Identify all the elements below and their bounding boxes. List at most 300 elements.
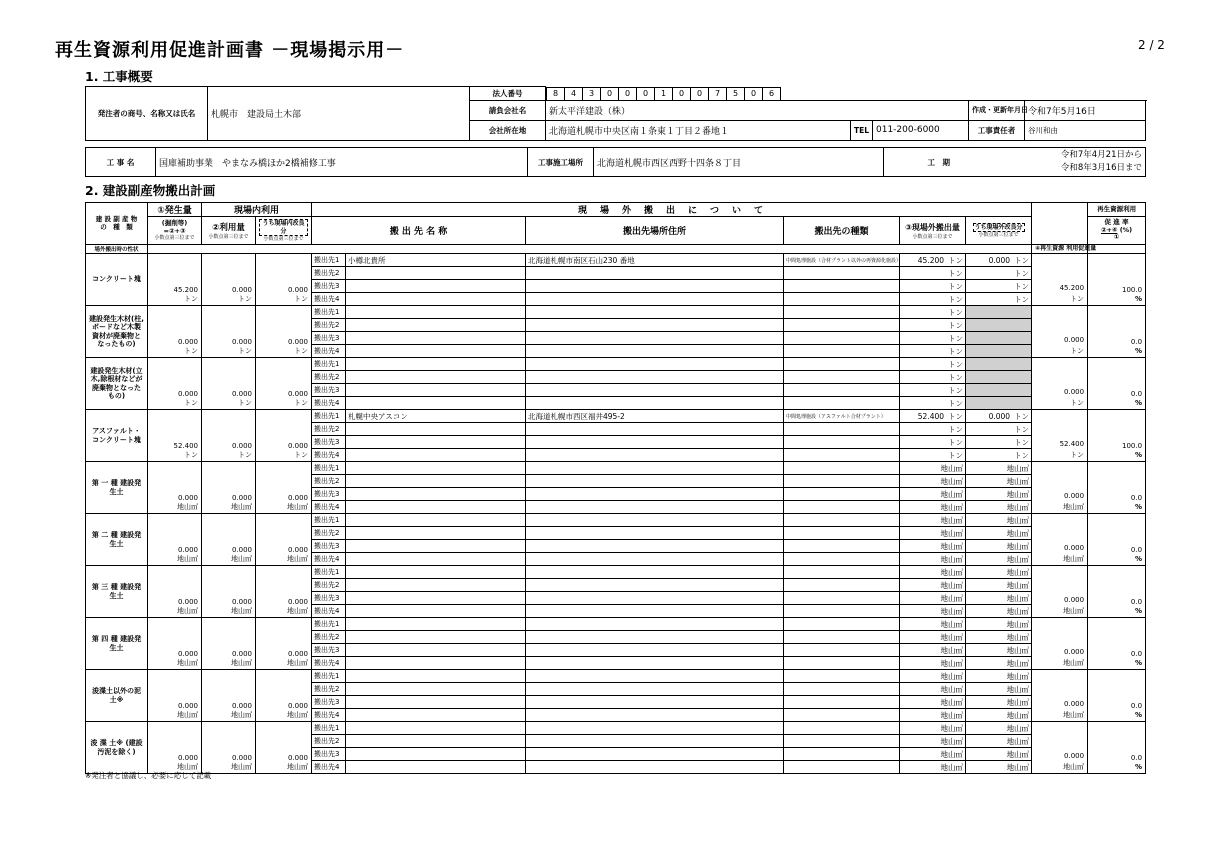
- plan-row: [86, 254, 1146, 267]
- dest-type: [784, 462, 900, 475]
- dest-amount: [900, 670, 966, 683]
- dest-improved-unit: 地山㎥: [1006, 710, 1030, 720]
- dest-amount-unit: トン: [948, 385, 964, 395]
- header-gen-sub-a: (掘削等): [161, 218, 188, 227]
- dest-type: [784, 605, 900, 618]
- dest-type: [784, 566, 900, 579]
- dest-label: 搬出先4: [312, 605, 346, 618]
- dest-label: 搬出先3: [312, 488, 346, 501]
- category-gen-value: 0.000: [177, 493, 198, 502]
- dest-improved: [966, 267, 1032, 280]
- category-rate-value: 0.0: [1130, 493, 1143, 502]
- dest-address: [526, 436, 784, 449]
- category-gen: [148, 722, 202, 774]
- dest-address: [526, 306, 784, 319]
- plan-body: [86, 254, 1146, 774]
- dest-label: 搬出先1: [312, 618, 346, 631]
- dest-amount-unit: トン: [948, 268, 964, 278]
- header-rate-num: ②+④: [1100, 225, 1118, 234]
- dest-label: 搬出先3: [312, 436, 346, 449]
- category-recycle-value: 0.000: [1064, 699, 1085, 708]
- category-imp: [256, 462, 312, 514]
- dest-amount-unit: トン: [948, 372, 964, 382]
- dest-address: [526, 540, 784, 553]
- category-gen: [148, 306, 202, 358]
- dest-amount: [900, 735, 966, 748]
- category-use-value: 0.000: [231, 597, 252, 606]
- corp-no-digit: 5: [727, 87, 745, 101]
- dest-improved-unit: 地山㎥: [1006, 671, 1030, 681]
- dest-improved: [966, 566, 1032, 579]
- dest-amount: [900, 371, 966, 384]
- dest-name: [346, 449, 526, 462]
- category-use-unit: トン: [238, 398, 252, 407]
- dest-type: 中間処理施設（アスファルト合材プラント）: [784, 410, 900, 423]
- dest-type: [784, 423, 900, 436]
- corp-no-label: 法人番号: [470, 87, 546, 101]
- site-value: 北海道札幌市西区西野十四条８丁目: [594, 148, 884, 177]
- dest-improved-unit: 地山㎥: [1006, 567, 1030, 577]
- dest-improved-unit: 地山㎥: [1006, 554, 1030, 564]
- category-recycle: [1032, 670, 1088, 722]
- dest-name: [346, 709, 526, 722]
- dest-improved: [966, 631, 1032, 644]
- dest-amount: [900, 410, 966, 423]
- dest-improved: [966, 384, 1032, 397]
- dest-amount: [900, 449, 966, 462]
- category-imp-unit: トン: [294, 450, 309, 459]
- category-recycle-unit: 地山㎥: [1063, 502, 1085, 511]
- address-label: 会社所在地: [470, 120, 546, 140]
- header-kind-c: 場外搬出時の性状: [86, 245, 148, 254]
- category-rate: [1088, 254, 1146, 306]
- category-gen-unit: 地山㎥: [177, 762, 198, 771]
- overview-table: [85, 86, 1146, 141]
- dest-label: 搬出先3: [312, 748, 346, 761]
- dest-amount-unit: 地山㎥: [940, 580, 964, 590]
- header-use-label: ②利用量: [212, 223, 245, 233]
- dest-name: [346, 683, 526, 696]
- category-rate: [1088, 358, 1146, 410]
- dest-amount: [900, 423, 966, 436]
- tel-label: TEL: [851, 120, 873, 140]
- dest-address: [526, 748, 784, 761]
- dest-amount: [900, 488, 966, 501]
- dest-name: [346, 358, 526, 371]
- dest-address: [526, 358, 784, 371]
- dest-amount-unit: 地山㎥: [940, 697, 964, 707]
- category-rate-value: 0.0: [1130, 389, 1143, 398]
- category-name: 第 三 種 建設発生土: [86, 566, 148, 618]
- dest-improved: [966, 410, 1032, 423]
- dest-improved: [966, 501, 1032, 514]
- category-gen: [148, 566, 202, 618]
- dest-improved: [966, 605, 1032, 618]
- category-recycle: [1032, 358, 1088, 410]
- category-rate: [1088, 410, 1146, 462]
- dest-type: [784, 683, 900, 696]
- dest-amount: [900, 566, 966, 579]
- dest-name: [346, 722, 526, 735]
- dest-label: 搬出先2: [312, 683, 346, 696]
- corp-no-digit: 0: [691, 87, 709, 101]
- dest-name: [346, 592, 526, 605]
- dest-label: 搬出先2: [312, 423, 346, 436]
- dest-improved: [966, 527, 1032, 540]
- category-use-unit: トン: [238, 450, 252, 459]
- dest-label: 搬出先4: [312, 345, 346, 358]
- category-recycle: [1032, 410, 1088, 462]
- dest-label: 搬出先4: [312, 449, 346, 462]
- dest-improved-value: 0.000: [988, 255, 1011, 265]
- dest-address: [526, 553, 784, 566]
- dest-improved-unit: 地山㎥: [1006, 749, 1030, 759]
- dest-amount-unit: 地山㎥: [940, 619, 964, 629]
- dest-label: 搬出先2: [312, 475, 346, 488]
- category-imp: [256, 618, 312, 670]
- category-gen: [148, 462, 202, 514]
- dest-amount-unit: 地山㎥: [940, 736, 964, 746]
- period-to: 令和8年3月16日まで: [1060, 163, 1142, 173]
- address-value: 北海道札幌市中央区南１条東１丁目２番地１: [546, 120, 851, 140]
- dest-address: [526, 475, 784, 488]
- dest-type: [784, 332, 900, 345]
- category-gen-unit: 地山㎥: [177, 710, 198, 719]
- dest-type: [784, 592, 900, 605]
- dest-address: [526, 592, 784, 605]
- dest-amount-unit: トン: [948, 346, 964, 356]
- dest-address: [526, 644, 784, 657]
- dest-label: 搬出先1: [312, 358, 346, 371]
- dest-amount-unit: 地山㎥: [940, 528, 964, 538]
- dest-name: [346, 631, 526, 644]
- category-use-unit: 地山㎥: [231, 554, 252, 563]
- plan-row: [86, 358, 1146, 371]
- category-recycle-value: 45.200: [1059, 283, 1085, 292]
- dest-name: [346, 540, 526, 553]
- category-imp: [256, 514, 312, 566]
- category-name: アスファルト・コンクリート塊: [86, 410, 148, 462]
- dest-address: [526, 670, 784, 683]
- category-recycle-value: 0.000: [1064, 543, 1085, 552]
- category-rate: [1088, 618, 1146, 670]
- dest-amount: [900, 748, 966, 761]
- category-gen-unit: 地山㎥: [177, 502, 198, 511]
- dest-amount: [900, 358, 966, 371]
- dest-amount: [900, 280, 966, 293]
- dest-label: 搬出先2: [312, 267, 346, 280]
- dest-improved: [966, 735, 1032, 748]
- dest-amount-unit: 地山㎥: [940, 632, 964, 642]
- header-out-decimal: 小数点第三位まで: [912, 233, 953, 240]
- dest-address: [526, 579, 784, 592]
- dest-improved: [966, 761, 1032, 774]
- header-kind-b: の 種 類: [100, 222, 133, 231]
- page-title: 再生資源利用促進計画書 －現場掲示用－: [55, 40, 405, 61]
- dest-label: 搬出先1: [312, 566, 346, 579]
- category-imp-unit: トン: [294, 294, 309, 303]
- dest-label: 搬出先2: [312, 631, 346, 644]
- category-name: 建設発生木材(柱,ボードなど木製資材が廃棄物となったもの): [86, 306, 148, 358]
- dest-amount: [900, 553, 966, 566]
- dest-amount: [900, 579, 966, 592]
- category-recycle-unit: 地山㎥: [1063, 658, 1085, 667]
- dest-type: [784, 618, 900, 631]
- category-use-value: 0.000: [231, 441, 252, 450]
- dest-amount-unit: トン: [948, 359, 964, 369]
- dest-label: 搬出先1: [312, 670, 346, 683]
- dest-name: [346, 618, 526, 631]
- dest-amount: [900, 761, 966, 774]
- header-out-improved-label: うち現場外改良分: [974, 223, 1023, 231]
- contractor-value: 新太平洋建設（株）: [546, 100, 969, 120]
- dest-improved-unit: 地山㎥: [1006, 489, 1030, 499]
- category-use-unit: 地山㎥: [231, 658, 252, 667]
- dest-label: 搬出先1: [312, 514, 346, 527]
- category-rate-value: 100.0: [1122, 285, 1143, 294]
- dest-improved: [966, 553, 1032, 566]
- dest-amount-unit: 地山㎥: [940, 593, 964, 603]
- category-gen: [148, 514, 202, 566]
- category-gen-unit: トン: [184, 398, 198, 407]
- dest-amount: [900, 475, 966, 488]
- dest-improved-unit: トン: [1014, 294, 1030, 304]
- category-rate: [1088, 514, 1146, 566]
- dest-label: 搬出先2: [312, 527, 346, 540]
- header-out-amount: [900, 217, 966, 245]
- dest-type: [784, 735, 900, 748]
- dest-address: [526, 527, 784, 540]
- dest-type: [784, 475, 900, 488]
- corp-no-cell: [546, 87, 1146, 101]
- dest-type: [784, 722, 900, 735]
- dest-label: 搬出先3: [312, 280, 346, 293]
- category-use: [202, 566, 256, 618]
- header-improved-label: うち現場内改良分: [259, 219, 308, 235]
- dest-address: 北海道札幌市西区福井495-2: [526, 410, 784, 423]
- category-imp-unit: トン: [294, 346, 309, 355]
- category-use: [202, 722, 256, 774]
- dest-improved-unit: 地山㎥: [1006, 645, 1030, 655]
- dest-name: [346, 670, 526, 683]
- dest-improved: [966, 293, 1032, 306]
- corp-no-digit: 0: [601, 87, 619, 101]
- dest-address: [526, 566, 784, 579]
- category-gen-unit: トン: [184, 294, 198, 303]
- category-imp-value: 0.000: [287, 493, 309, 502]
- category-recycle-unit: トン: [1070, 450, 1085, 459]
- dest-amount: [900, 462, 966, 475]
- header-rate: [1088, 203, 1146, 217]
- category-recycle: [1032, 722, 1088, 774]
- dest-improved-unit: トン: [1014, 281, 1030, 291]
- category-recycle-unit: トン: [1070, 346, 1085, 355]
- dest-improved: [966, 514, 1032, 527]
- dest-amount: [900, 501, 966, 514]
- dest-improved-unit: 地山㎥: [1006, 528, 1030, 538]
- category-rate-value: 0.0: [1130, 545, 1143, 554]
- category-imp: [256, 410, 312, 462]
- dest-label: 搬出先4: [312, 761, 346, 774]
- dest-improved-unit: 地山㎥: [1006, 762, 1030, 772]
- header-gen-sub: [148, 217, 202, 245]
- category-gen-unit: トン: [184, 450, 198, 459]
- dest-name: [346, 644, 526, 657]
- dest-amount-unit: 地山㎥: [940, 502, 964, 512]
- dest-improved: [966, 722, 1032, 735]
- category-imp: [256, 670, 312, 722]
- dest-amount-unit: トン: [948, 281, 964, 291]
- dest-name: 小樽北貴所: [346, 254, 526, 267]
- dest-amount: [900, 618, 966, 631]
- dest-amount-unit: トン: [948, 307, 964, 317]
- dest-improved-unit: 地山㎥: [1006, 619, 1030, 629]
- header-offsite: 現 場 外 搬 出 に つ い て: [312, 203, 1032, 217]
- dest-improved: [966, 358, 1032, 371]
- category-gen: [148, 670, 202, 722]
- dest-amount-unit: トン: [948, 398, 964, 408]
- category-imp-value: 0.000: [287, 441, 309, 450]
- header-kind: [86, 203, 148, 245]
- dest-type: [784, 670, 900, 683]
- header-out-improved-decimal: 小数点第三位まで: [978, 232, 1019, 239]
- category-name: 第 一 種 建設発生土: [86, 462, 148, 514]
- dest-address: [526, 605, 784, 618]
- dest-label: 搬出先4: [312, 657, 346, 670]
- dest-improved: [966, 332, 1032, 345]
- dest-type: [784, 631, 900, 644]
- dest-name: [346, 527, 526, 540]
- category-use-value: 0.000: [231, 649, 252, 658]
- dest-address: [526, 319, 784, 332]
- dest-label: 搬出先3: [312, 384, 346, 397]
- category-recycle-unit: 地山㎥: [1063, 762, 1085, 771]
- dest-amount-unit: 地山㎥: [940, 476, 964, 486]
- header-rate-a: 再生資源利用: [1097, 204, 1137, 213]
- dest-type: [784, 761, 900, 774]
- category-rate: [1088, 306, 1146, 358]
- dest-type: [784, 696, 900, 709]
- dest-amount-unit: 地山㎥: [940, 606, 964, 616]
- header-dest-name: 搬 出 先 名 称: [312, 217, 526, 245]
- category-gen-value: 0.000: [177, 701, 198, 710]
- dest-amount-unit: 地山㎥: [940, 515, 964, 525]
- dest-improved: [966, 683, 1032, 696]
- dest-improved-unit: トン: [1014, 450, 1030, 460]
- dest-improved: [966, 657, 1032, 670]
- corp-no-digit: 4: [565, 87, 583, 101]
- dest-amount-unit: トン: [948, 333, 964, 343]
- category-rate: [1088, 566, 1146, 618]
- dest-type: [784, 319, 900, 332]
- dest-type: [784, 449, 900, 462]
- header-kind-a: 建 設 副 産 物: [95, 214, 138, 223]
- dest-type: [784, 579, 900, 592]
- work-name-value: 国庫補助事業 やまなみ橋ほか2橋補修工事: [156, 148, 528, 177]
- category-recycle: [1032, 306, 1088, 358]
- dest-amount-unit: トン: [948, 450, 964, 460]
- category-rate-unit: %: [1135, 710, 1143, 719]
- dest-label: 搬出先3: [312, 696, 346, 709]
- plan-row: [86, 670, 1146, 683]
- dest-address: [526, 488, 784, 501]
- dest-amount-unit: 地山㎥: [940, 749, 964, 759]
- dest-improved: [966, 592, 1032, 605]
- dest-amount: [900, 644, 966, 657]
- dest-improved-unit: トン: [1014, 268, 1030, 278]
- category-imp-unit: 地山㎥: [287, 710, 309, 719]
- dest-type: [784, 553, 900, 566]
- dest-label: 搬出先1: [312, 462, 346, 475]
- plan-row: [86, 618, 1146, 631]
- dest-address: [526, 514, 784, 527]
- category-rate-value: 100.0: [1122, 441, 1143, 450]
- category-use-unit: 地山㎥: [231, 762, 252, 771]
- work-table: [85, 147, 1146, 177]
- dest-name: [346, 475, 526, 488]
- dest-amount-unit: 地山㎥: [940, 658, 964, 668]
- site-label: 工事施工場所: [528, 148, 594, 177]
- dest-amount: [900, 254, 966, 267]
- dest-amount-value: 45.200: [917, 255, 945, 265]
- dest-address: [526, 618, 784, 631]
- dest-improved-unit: 地山㎥: [1006, 723, 1030, 733]
- dest-improved-unit: 地山㎥: [1006, 684, 1030, 694]
- category-use: [202, 254, 256, 306]
- dest-address: [526, 501, 784, 514]
- dest-improved: [966, 475, 1032, 488]
- dest-type: [784, 748, 900, 761]
- category-imp-value: 0.000: [287, 545, 309, 554]
- dest-address: [526, 462, 784, 475]
- dest-type: [784, 527, 900, 540]
- dest-amount: [900, 540, 966, 553]
- dest-amount-unit: 地山㎥: [940, 684, 964, 694]
- dest-amount: [900, 319, 966, 332]
- dest-improved: [966, 423, 1032, 436]
- category-recycle: [1032, 618, 1088, 670]
- dest-address: [526, 293, 784, 306]
- header-recycle-a: ④再生資源: [1035, 245, 1065, 252]
- corp-no-digit: 1: [655, 87, 673, 101]
- dest-improved: [966, 462, 1032, 475]
- dest-improved: [966, 748, 1032, 761]
- header-out-amount-label: ③現場外搬出量: [905, 222, 960, 232]
- dest-label: 搬出先1: [312, 306, 346, 319]
- dest-amount: [900, 293, 966, 306]
- category-name: 建設発生木材(立木,除根材などが廃棄物となったもの): [86, 358, 148, 410]
- header-rate-unit: (%): [1119, 225, 1133, 234]
- dest-type: [784, 540, 900, 553]
- category-rate-unit: %: [1135, 346, 1143, 355]
- header-spacer: [148, 245, 1032, 254]
- category-recycle-value: 52.400: [1059, 439, 1085, 448]
- category-use-value: 0.000: [231, 753, 252, 762]
- dest-type: [784, 345, 900, 358]
- dest-improved-value: 0.000: [988, 411, 1011, 421]
- dest-type: [784, 514, 900, 527]
- dest-amount: [900, 709, 966, 722]
- dest-name: [346, 332, 526, 345]
- dest-amount: [900, 332, 966, 345]
- category-recycle-value: 0.000: [1064, 595, 1085, 604]
- category-use: [202, 618, 256, 670]
- category-gen-value: 52.400: [173, 441, 198, 450]
- dest-type: [784, 709, 900, 722]
- dest-amount: [900, 384, 966, 397]
- footnote: ※発注者と協議し、必要に応じて記載: [85, 771, 212, 780]
- category-rate-value: 0.0: [1130, 753, 1143, 762]
